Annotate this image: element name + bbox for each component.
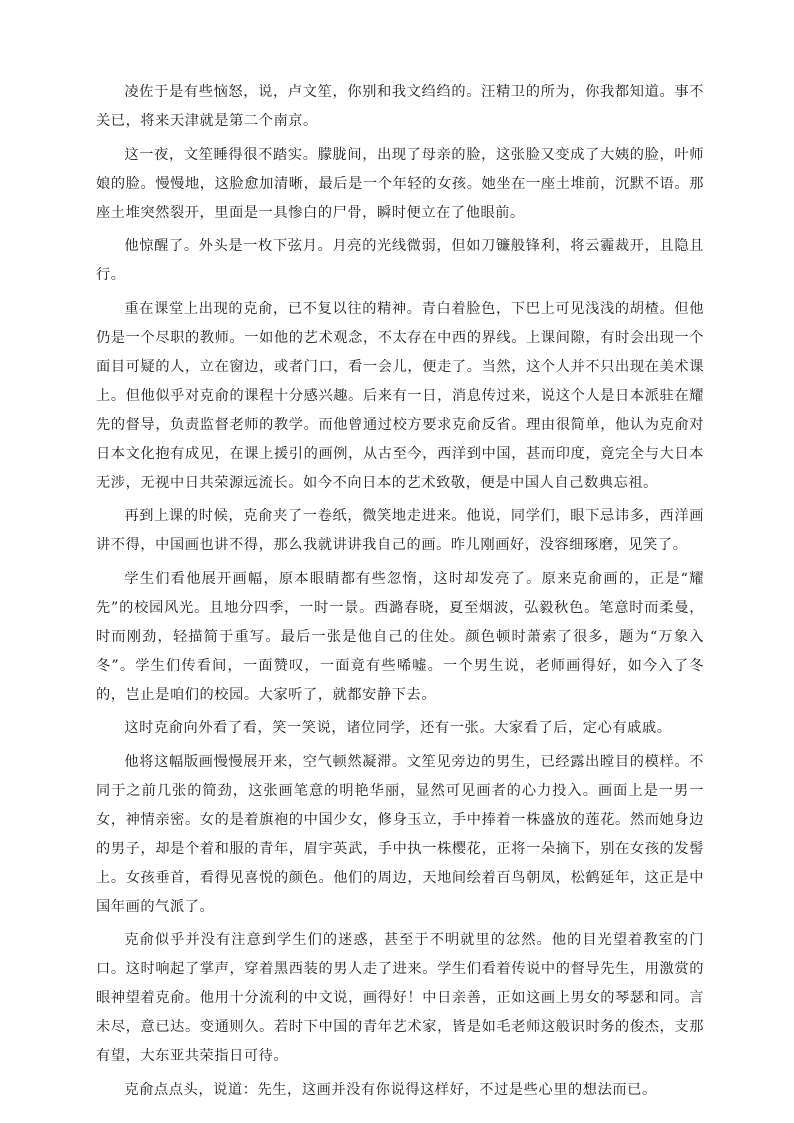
paragraph: 再到上课的时候，克俞夹了一卷纸，微笑地走进来。他说，同学们，眼下忌讳多，西洋画讲不得，中国画也讲不得，那么我就讲讲我自己的画。昨儿刚画好，没容细琢磨，见笑了。 xyxy=(96,508,704,553)
paragraph: 克俞似乎并没有注意到学生们的迷惑，甚至于不明就里的忿然。他的目光望着教室的门口。这时响起了掌声，穿着黑西装的男人走了进来。学生们看着传说中的督导先生，用激赏的眼神望着克俞。他用十分流利的中文说，画得好！中日亲善，正如这画上男女的琴瑟和同。言未尽，意已达。变通则久。若时下中国的青年艺术家，皆是如毛老师这般识时务的俊杰，支那有望，大东亚共荣指日可待。 xyxy=(96,932,704,1064)
paragraph: 他将这幅版画慢慢展开来，空气顿然凝滞。文笙见旁边的男生，已经露出瞠目的模样。不同于之前几张的简劲，这张画笔意的明艳华丽，显然可见画者的心力投入。画面上是一男一女，神情亲密。女的是着旗袍的中国少女，修身玉立，手中捧着一株盛放的莲花。然而她身边的男子，却是个着和服的青年，眉宇英武，手中执一株樱花，正将一朵摘下，别在女孩的发髻上。女孩垂首，看得见喜悦的颜色。他们的周边，天地间绘着百鸟朝凤，松鹤延年，这正是中国年画的气派了。 xyxy=(96,753,704,915)
paragraph: 重在课堂上出现的克俞，已不复以往的精神。青白着脸色，下巴上可见浅浅的胡楂。但他仍是一个尽职的教师。一如他的艺术观念，不太存在中西的界线。上课间隙，有时会出现一个面目可疑的人，立在窗边，或者门口，看一会儿，便走了。当然，这个人并不只出现在美术课上。但他似乎对克俞的课程十分感兴趣。后来有一日，消息传过来，说这个人是日本派驻在耀先的督导，负责监督老师的教学。而他曾通过校方要求克俞反省。理由很简单，他认为克俞对日本文化抱有成见，在课上援引的画例，从古至今，西洋到中国，甚而印度，竟完全与大日本无涉，无视中日共荣源远流长。如今不向日本的艺术致敬，便是中国人自己数典忘祖。 xyxy=(96,300,704,491)
paragraph: 他惊醒了。外头是一枚下弦月。月亮的光线微弱，但如刀镰般锋利，将云霾裁开，且隐且行。 xyxy=(96,238,704,283)
paragraph: 克俞点点头，说道：先生，这画并没有你说得这样好，不过是些心里的想法而已。 xyxy=(124,1081,657,1098)
article-body xyxy=(96,78,704,1109)
paragraph: 凌佐于是有些恼怒，说，卢文笙，你别和我文绉绉的。汪精卫的所为，你我都知道。事不关已，将来天津就是第二个南京。 xyxy=(96,84,704,129)
paragraph: 学生们看他展开画幅，原本眼睛都有些忽惰，这时却发亮了。原来克俞画的，正是“耀先”的校园风光。且地分四季，一时一景。西潞春晓，夏至烟波，弘毅秋色。笔意时而柔曼，时而刚劲，轻描简于重写。最后一张是他自己的住处。颜色顿时萧索了很多，题为“万象入冬”。学生们传看间，一面赞叹，一面竟有些唏嘘。一个男生说，老师画得好，如今入了冬的，岂止是咱们的校园。大家听了，就都安静下去。 xyxy=(96,570,704,703)
paragraph: 这时克俞向外看了看，笑一笑说，诸位同学，还有一张。大家看了后，定心有戚戚。 xyxy=(124,720,672,736)
paragraph: 这一夜，文笙睡得很不踏实。朦胧间，出现了母亲的脸，这张脸又变成了大姨的脸，叶师娘的脸。慢慢地，这脸愈加清晰，最后是一个年轻的女孩。她坐在一座土堆前，沉默不语。那座土堆突然裂开，里面是一具惨白的尸骨，瞬时便立在了他眼前。 xyxy=(96,146,704,221)
